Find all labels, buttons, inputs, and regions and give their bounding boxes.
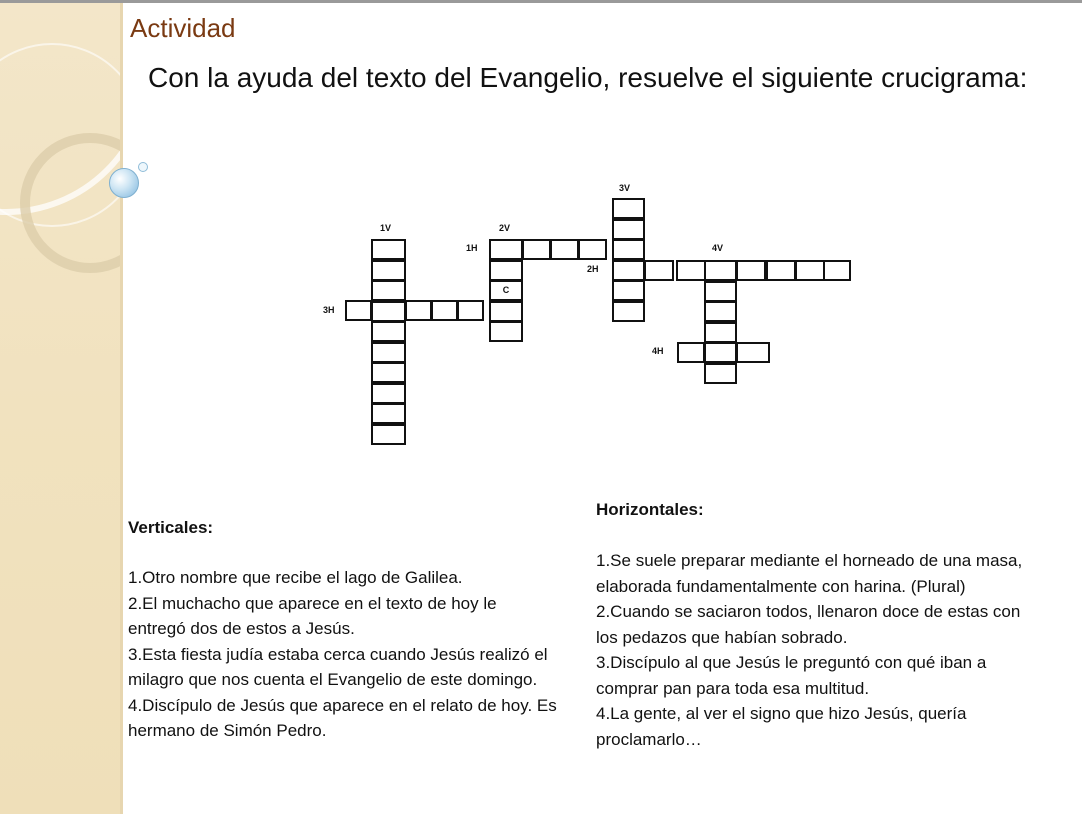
crossword-cell[interactable] xyxy=(612,301,645,322)
crossword-cell[interactable] xyxy=(371,239,406,260)
crossword-cell[interactable] xyxy=(612,198,645,219)
crossword-cell[interactable] xyxy=(371,403,406,424)
vertical-clue-1: 1.Otro nombre que recibe el lago de Galilea. xyxy=(128,568,463,587)
vertical-clue-4: 4.Discípulo de Jesús que aparece en el relato de hoy. Es hermano de Simón Pedro. xyxy=(128,695,557,740)
clue-number-2v: 2V xyxy=(499,223,511,233)
horizontal-clue-4: 4.La gente, al ver el signo que hizo Jesús, quería proclamarlo… xyxy=(596,704,967,749)
crossword-cell[interactable] xyxy=(371,280,406,301)
crossword-cell[interactable] xyxy=(431,300,458,321)
crossword-cell[interactable] xyxy=(371,260,406,281)
crossword-cell[interactable] xyxy=(612,260,645,281)
crossword-cell[interactable] xyxy=(489,301,523,322)
crossword-cell[interactable] xyxy=(371,342,406,363)
bubble-decoration xyxy=(109,168,139,198)
bubble-decoration xyxy=(138,162,148,172)
horizontal-clue-1: 1.Se suele preparar mediante el horneado de una masa, elaborada fundamentalmente con harina. (Plural) xyxy=(596,551,1023,596)
clue-number-2h: 2H xyxy=(587,264,599,274)
clue-number-1h: 1H xyxy=(466,243,478,253)
crossword-cell[interactable] xyxy=(644,260,674,281)
clue-number-3v: 3V xyxy=(619,183,631,193)
clue-number-3h: 3H xyxy=(323,305,335,315)
crossword-cell[interactable] xyxy=(371,362,406,383)
clue-number-4v: 4V xyxy=(712,243,724,253)
crossword-cell[interactable] xyxy=(371,301,406,322)
horizontal-clue-2: 2.Cuando se saciaron todos, llenaron doce de estas con los pedazos que habían sobrado. xyxy=(596,602,1021,647)
crossword-cell-given[interactable] xyxy=(489,280,523,301)
crossword-cell[interactable] xyxy=(736,342,770,363)
crossword-cell[interactable] xyxy=(489,260,523,281)
crossword-cell[interactable] xyxy=(677,342,705,363)
given-letter: C xyxy=(502,285,510,295)
crossword-cell[interactable] xyxy=(704,322,737,343)
clue-number-1v: 1V xyxy=(380,223,392,233)
crossword-cell[interactable] xyxy=(345,300,372,321)
crossword-cell[interactable] xyxy=(821,260,851,281)
crossword-cell[interactable] xyxy=(522,239,551,260)
crossword-cell[interactable] xyxy=(489,239,523,260)
horizontal-clue-3: 3.Discípulo al que Jesús le preguntó con qué iban a comprar pan para toda esa multitud. xyxy=(596,653,987,698)
crossword-cell[interactable] xyxy=(736,260,766,281)
horizontales-clue-list xyxy=(596,548,1036,752)
crossword-cell[interactable] xyxy=(371,383,406,404)
crossword-cell[interactable] xyxy=(612,239,645,260)
crossword-cell[interactable] xyxy=(371,424,406,445)
crossword-cell[interactable] xyxy=(371,321,406,342)
crossword-cell[interactable] xyxy=(704,342,737,363)
crossword-cell[interactable] xyxy=(704,281,737,302)
slide-title: Actividad xyxy=(130,13,236,43)
crossword-cell[interactable] xyxy=(704,363,737,384)
horizontales-heading: Horizontales: xyxy=(596,500,704,519)
crossword-cell[interactable] xyxy=(405,300,432,321)
crossword-cell[interactable] xyxy=(489,321,523,342)
vertical-clue-3: 3.Esta fiesta judía estaba cerca cuando Jesús realizó el milagro que nos cuenta el Evangelio de este domingo. xyxy=(128,644,548,689)
crossword-cell[interactable] xyxy=(704,301,737,322)
sidebar-edge xyxy=(120,3,123,814)
decorative-sidebar xyxy=(0,3,120,814)
crossword-cell[interactable] xyxy=(457,300,484,321)
crossword-cell[interactable] xyxy=(612,219,645,240)
verticales-heading: Verticales: xyxy=(128,518,214,537)
instruction-text: Con la ayuda del texto del Evangelio, resuelve el siguiente crucigrama: xyxy=(148,62,1028,93)
crossword-cell[interactable] xyxy=(704,260,737,281)
crossword-cell[interactable] xyxy=(795,260,825,281)
crossword-cell[interactable] xyxy=(612,280,645,301)
top-border xyxy=(0,0,1082,3)
crossword-cell[interactable] xyxy=(550,239,579,260)
crossword-cell[interactable] xyxy=(676,260,706,281)
clue-number-4h: 4H xyxy=(652,346,664,356)
crossword-cell[interactable] xyxy=(766,260,796,281)
verticales-clue-list xyxy=(128,565,558,744)
crossword-cell[interactable] xyxy=(578,239,607,260)
vertical-clue-2: 2.El muchacho que aparece en el texto de hoy le entregó dos de estos a Jesús. xyxy=(128,593,497,638)
